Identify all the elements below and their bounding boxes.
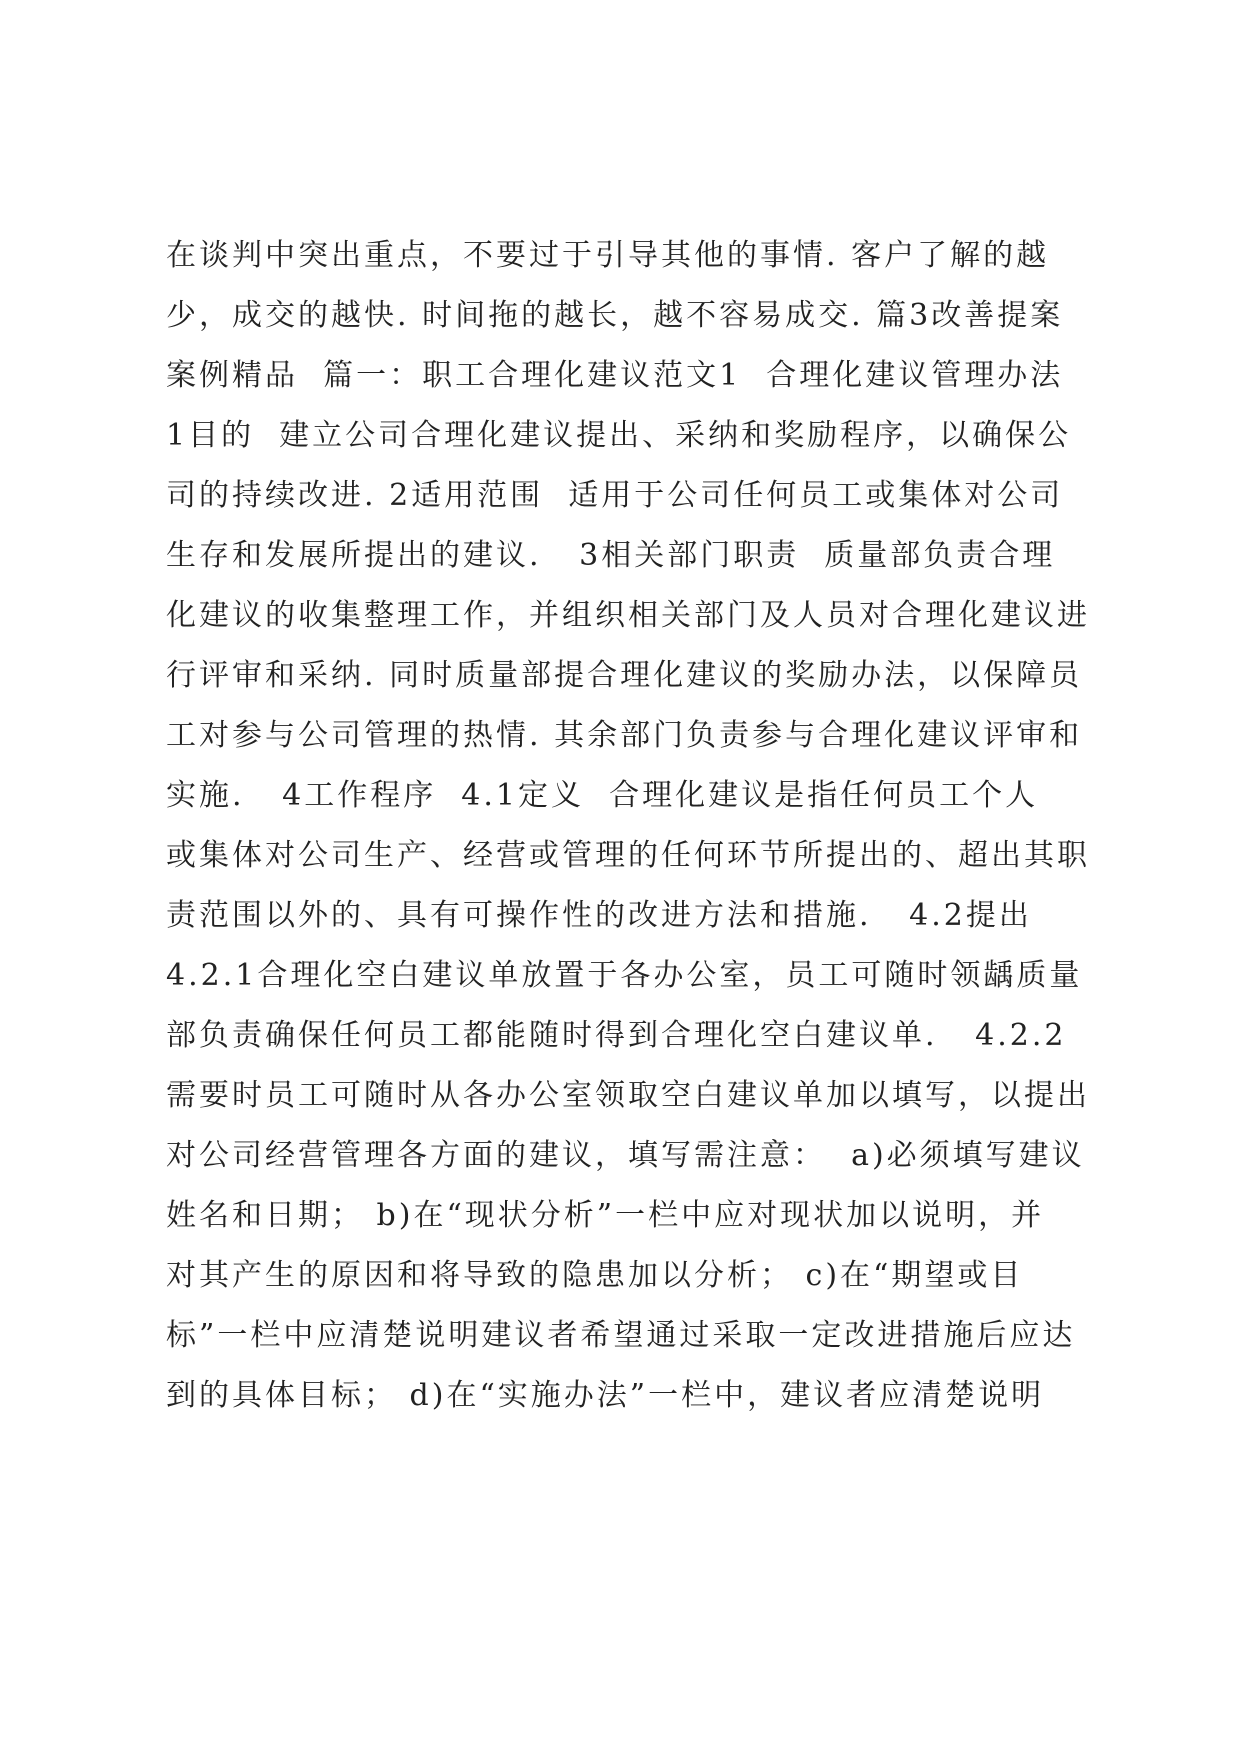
text-line: 司的持续改进. 2适用范围 适用于公司任何员工或集体对公司 <box>166 478 1064 513</box>
text-line: 到的具体目标； d)在“实施办法”一栏中，建议者应清楚说明 <box>166 1378 1045 1413</box>
text-line: 实施. 4工作程序 4.1定义 合理化建议是指任何员工个人 <box>166 778 1039 813</box>
text-line: 部负责确保任何员工都能随时得到合理化空白建议单. 4.2.2 <box>166 1018 1067 1053</box>
body-text <box>166 226 1096 1426</box>
text-line: 化建议的收集整理工作，并组织相关部门及人员对合理化建议进 <box>166 598 1090 633</box>
text-line: 4.2.1合理化空白建议单放置于各办公室，员工可随时领龋质量 <box>166 958 1083 993</box>
text-line: 工对参与公司管理的热情. 其余部门负责参与合理化建议评审和 <box>166 718 1083 753</box>
text-line: 案例精品 篇一：职工合理化建议范文1 合理化建议管理办法 <box>166 358 1064 393</box>
text-line: 1目的 建立公司合理化建议提出、采纳和奖励程序，以确保公 <box>166 418 1072 453</box>
text-line: 姓名和日期； b)在“现状分析”一栏中应对现状加以说明，并 <box>166 1198 1045 1233</box>
text-line: 责范围以外的、具有可操作性的改进方法和措施. 4.2提出 <box>166 898 1032 933</box>
text-line: 生存和发展所提出的建议. 3相关部门职责 质量部负责合理 <box>166 538 1056 573</box>
text-line: 在谈判中突出重点，不要过于引导其他的事情. 客户了解的越 <box>166 238 1050 273</box>
text-line: 少，成交的越快. 时间拖的越长，越不容易成交. 篇3改善提案 <box>166 298 1064 333</box>
text-line: 需要时员工可随时从各办公室领取空白建议单加以填写，以提出 <box>166 1078 1090 1113</box>
text-line: 或集体对公司生产、经营或管理的任何环节所提出的、超出其职 <box>166 838 1090 873</box>
text-line: 行评审和采纳. 同时质量部提合理化建议的奖励办法，以保障员 <box>166 658 1083 693</box>
text-line: 对公司经营管理各方面的建议，填写需注意： a)必须填写建议 <box>166 1138 1085 1173</box>
text-line: 标”一栏中应清楚说明建议者希望通过采取一定改进措施后应达 <box>166 1318 1076 1353</box>
text-line: 对其产生的原因和将导致的隐患加以分析； c)在“期望或目 <box>166 1258 1024 1293</box>
